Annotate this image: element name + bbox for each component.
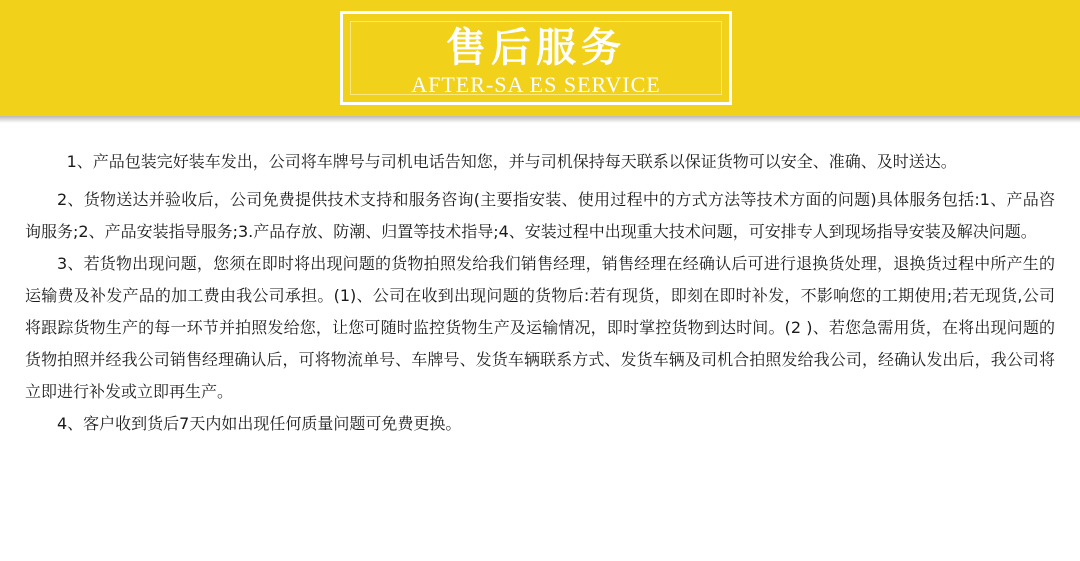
page-title: 售后服务 — [446, 25, 626, 71]
banner-shadow — [0, 116, 1080, 123]
service-term-4: 4、客户收到货后7天内如出现任何质量问题可免费更换。 — [57, 414, 462, 433]
page-subtitle: AFTER-SA ES SERVICE — [411, 72, 661, 97]
service-terms — [25, 140, 1055, 440]
header-banner — [0, 0, 1080, 116]
title-frame — [340, 11, 732, 105]
service-term-2: 2、货物送达并验收后，公司免费提供技术支持和服务咨询(主要指安装、使用过程中的方式方法等技术方面的问题)具体服务包括:1、产品咨询服务;2、产品安装指导服务;3.产品存放、防潮、归置等技术指导;4、安装过程中出现重大技术问题，可安排专人到现场指导安装及解决问题。 — [25, 190, 1055, 241]
title-inner-frame — [350, 21, 722, 95]
service-term-1: 1、产品包装完好装车发出，公司将车牌号与司机电话告知您，并与司机保持每天联系以保证货物可以安全、准确、及时送达。 — [66, 152, 957, 171]
service-term-3: 3、若货物出现问题，您须在即时将出现问题的货物拍照发给我们销售经理，销售经理在经确认后可进行退换货处理，退换货过程中所产生的运输费及补发产品的加工费由我公司承担。(1)、公司在收到出现问题的货物后:若有现货，即刻在即时补发，不影响您的工期使用;若无现货,公司将跟踪货物生产的每一环节并拍照发给您，让您可随时监控货物生产及运输情况，即时掌控货物到达时间。(2 )、若您急需用货，在将出现问题的货物拍照并经我公司销售经理确认后，可将物流单号、车牌号、发货车辆联系方式、发货车辆及司机合拍照发给我公司，经确认发出后，我公司将立即进行补发或立即再生产。 — [25, 254, 1055, 401]
